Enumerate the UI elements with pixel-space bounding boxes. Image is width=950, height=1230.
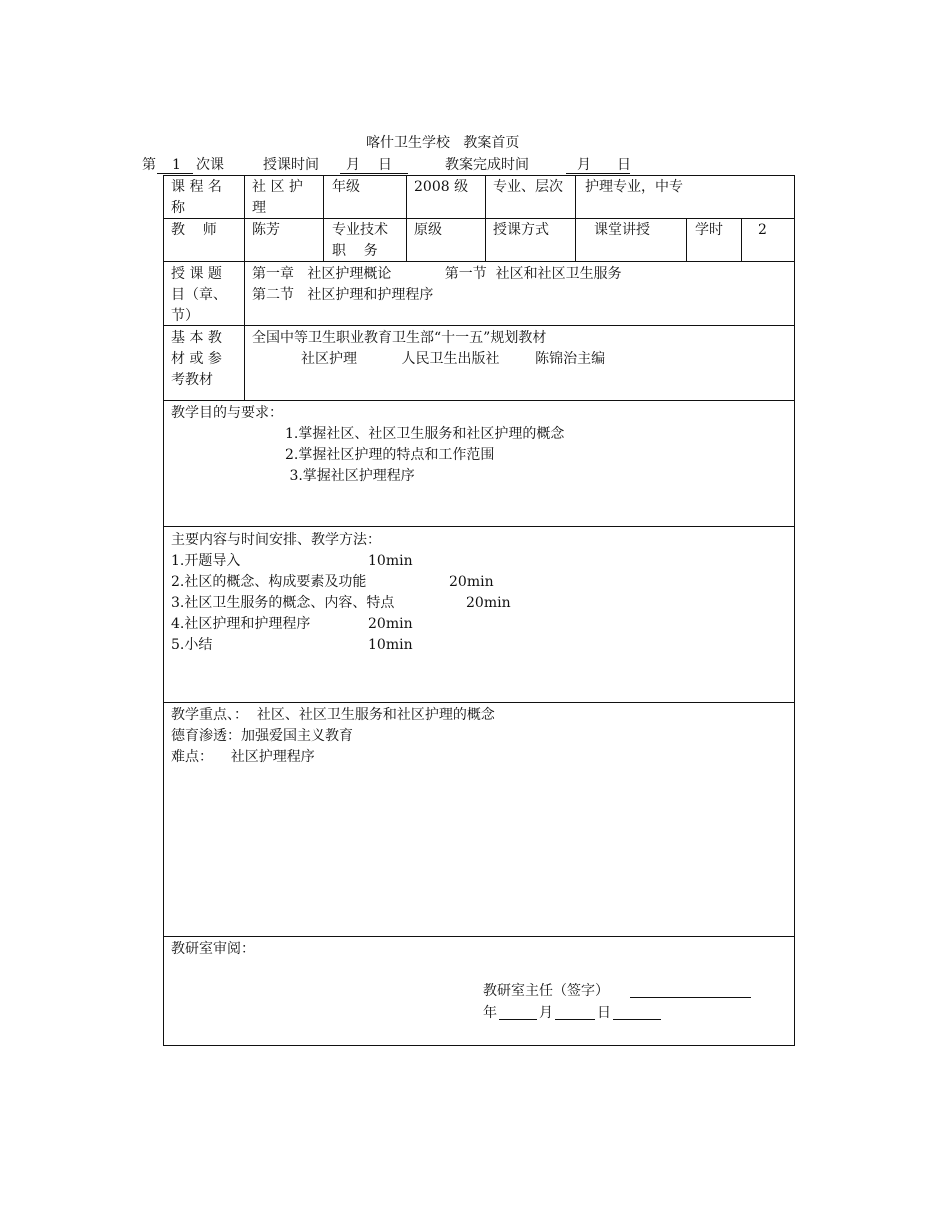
content-heading: 主要内容与时间安排、教学方法： bbox=[171, 532, 381, 548]
goal-item: 3.掌握社区护理程序 bbox=[285, 468, 415, 484]
topic-line-1: 第一章 社区护理概论 第一节 社区和社区卫生服务 bbox=[252, 266, 622, 282]
content-item-text: 5.小结 bbox=[171, 637, 213, 653]
teacher-label: 教 师 bbox=[171, 222, 217, 238]
content-item-time: 20min bbox=[449, 574, 494, 590]
difficulty: 难点： 社区护理程序 bbox=[171, 749, 315, 765]
title-value: 原级 bbox=[414, 222, 442, 238]
complete-time-underline bbox=[566, 173, 630, 174]
content-item-text: 1.开题导入 bbox=[171, 553, 241, 569]
grade-label: 年级 bbox=[332, 179, 360, 195]
topic-label: 授 课 题 目（章、 节） bbox=[171, 266, 227, 324]
textbook-label: 基 本 教 材 或 参 考教材 bbox=[171, 330, 222, 388]
page-title: 喀什卫生学校 教案首页 bbox=[366, 135, 520, 151]
signature-field[interactable] bbox=[630, 997, 751, 998]
review-year-field[interactable] bbox=[499, 1019, 537, 1020]
lesson-number: 1 bbox=[172, 157, 181, 173]
method-value: 课堂讲授 bbox=[594, 222, 650, 238]
review-year-label: 年 bbox=[483, 1005, 497, 1021]
hours-value: 2 bbox=[758, 222, 767, 238]
review-day-field[interactable] bbox=[613, 1019, 661, 1020]
teacher-value: 陈芳 bbox=[252, 222, 280, 238]
complete-month-label: 月 bbox=[577, 157, 591, 173]
moral-education: 德育渗透：加强爱国主义教育 bbox=[171, 728, 353, 744]
topic-line-2: 第二节 社区护理和护理程序 bbox=[252, 287, 434, 303]
hours-label: 学时 bbox=[695, 222, 723, 238]
goal-item: 2.掌握社区护理的特点和工作范围 bbox=[285, 447, 495, 463]
key-points: 教学重点、： 社区、社区卫生服务和社区护理的概念 bbox=[171, 707, 495, 723]
signer-label: 教研室主任（签字） bbox=[483, 983, 609, 999]
method-label: 授课方式 bbox=[493, 222, 549, 238]
course-name-label: 课 程 名 称 bbox=[171, 179, 222, 216]
teach-time-label: 授课时间 bbox=[263, 157, 319, 173]
course-name-value: 社 区 护 理 bbox=[252, 179, 303, 216]
content-item-time: 20min bbox=[368, 616, 413, 632]
goal-item: 1.掌握社区、社区卫生服务和社区护理的概念 bbox=[285, 426, 565, 442]
textbook-line-2: 社区护理 人民卫生出版社 陈锦治主编 bbox=[301, 351, 606, 367]
content-item-time: 20min bbox=[466, 595, 511, 611]
textbook-line-1: 全国中等卫生职业教育卫生部“十一五”规划教材 bbox=[252, 330, 547, 346]
content-item-time: 10min bbox=[368, 553, 413, 569]
lesson-prefix: 第 bbox=[142, 157, 156, 173]
major-value: 护理专业，中专 bbox=[585, 179, 683, 195]
review-day-label: 日 bbox=[597, 1005, 611, 1021]
review-month-field[interactable] bbox=[555, 1019, 595, 1020]
teach-month-label: 月 bbox=[346, 157, 360, 173]
grade-value: 2008 级 bbox=[414, 179, 469, 195]
major-label: 专业、层次 bbox=[493, 179, 563, 195]
content-item-text: 4.社区护理和护理程序 bbox=[171, 616, 311, 632]
review-month-label: 月 bbox=[539, 1005, 553, 1021]
teach-time-underline bbox=[340, 173, 408, 174]
title-label: 专业技术 职 务 bbox=[332, 222, 388, 259]
review-heading: 教研室审阅： bbox=[171, 941, 255, 957]
complete-time-label: 教案完成时间 bbox=[445, 157, 529, 173]
teach-day-label: 日 bbox=[378, 157, 392, 173]
lesson-number-underline bbox=[157, 173, 193, 174]
goals-heading: 教学目的与要求： bbox=[171, 405, 283, 421]
content-item-text: 2.社区的概念、构成要素及功能 bbox=[171, 574, 367, 590]
content-item-text: 3.社区卫生服务的概念、内容、特点 bbox=[171, 595, 395, 611]
content-item-time: 10min bbox=[368, 637, 413, 653]
lesson-suffix: 次课 bbox=[196, 157, 224, 173]
complete-day-label: 日 bbox=[617, 157, 631, 173]
